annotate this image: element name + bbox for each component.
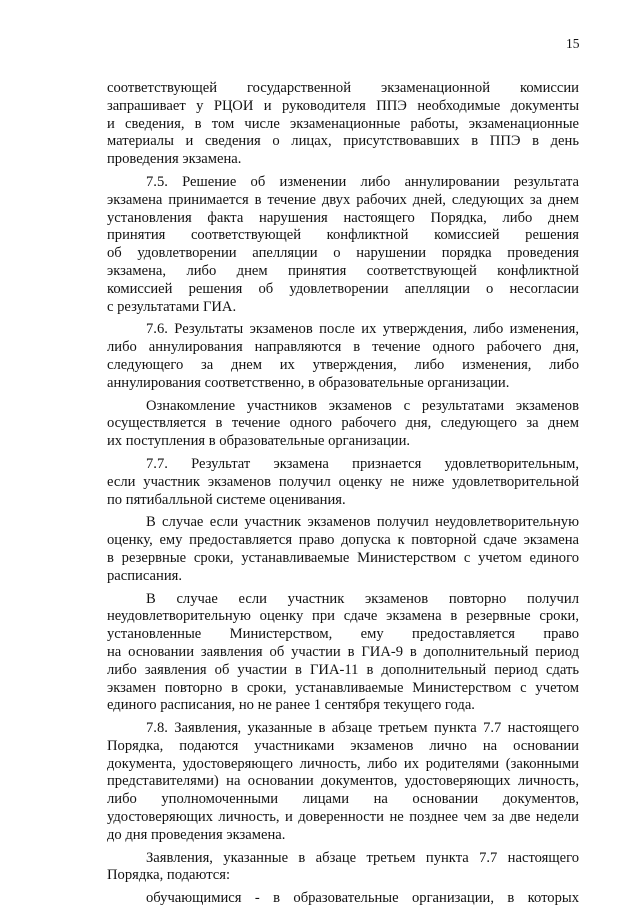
- text-line: экзамена, либо днем принятия соответствующей конфликтной: [107, 262, 579, 279]
- text-line: либо заявления об участии в ГИА-11 в дополнительный период сдать: [107, 661, 579, 678]
- text-line: до дня проведения экзамена.: [107, 826, 286, 843]
- paragraph: [107, 80, 579, 169]
- document-body: [107, 80, 579, 908]
- text-line: либо аннулирования направляются в течение одного рабочего дня,: [107, 339, 579, 356]
- paragraph: [107, 890, 579, 908]
- text-line: осуществляется в течение одного рабочего дня, следующего за днем: [107, 415, 579, 432]
- text-line: принятия соответствующей конфликтной комиссией решения: [107, 227, 579, 244]
- text-line: и сведения, в том числе экзаменационные работы, экзаменационные: [107, 115, 579, 132]
- text-line: представителями) на основании документов, удостоверяющих личность,: [107, 773, 579, 790]
- text-line: соответствующей государственной экзаменационной комиссии: [107, 80, 579, 96]
- text-line: установления факта нарушения настоящего Порядка, либо днем: [107, 209, 579, 226]
- text-line: по пятибалльной системе оценивания.: [107, 491, 346, 508]
- text-line: следующего за днем их утверждения, либо изменения, либо: [107, 356, 579, 373]
- text-line: экзамен повторно в сроки, устанавливаемые Министерством с учетом: [107, 679, 579, 696]
- text-line: материалы и сведения о лицах, присутствовавших в ППЭ в день: [107, 133, 579, 150]
- text-line: расписания.: [107, 567, 182, 584]
- text-line: В случае если участник экзаменов повторно получил: [146, 590, 579, 607]
- text-line: оценку, ему предоставляется право допуска к повторной сдаче экзамена: [107, 532, 579, 549]
- text-line: аннулирования соответственно, в образовательные организации.: [107, 374, 510, 391]
- text-line: с результатами ГИА.: [107, 298, 237, 315]
- text-line: установленные Министерством, ему предоставляется право: [107, 626, 579, 643]
- text-line: если участник экзаменов получил оценку не ниже удовлетворительной: [107, 473, 579, 490]
- text-line: обучающимися - в образовательные организации, в которых: [146, 890, 579, 907]
- paragraph: [107, 720, 579, 845]
- text-line: об удовлетворении апелляции о нарушении порядка проведения: [107, 245, 579, 262]
- text-line: запрашивает у РЦОИ и руководителя ППЭ необходимые документы: [107, 97, 579, 114]
- paragraph: [107, 456, 579, 509]
- text-line: либо уполномоченными лицами на основании документов,: [107, 791, 579, 808]
- text-line: их поступления в образовательные организации.: [107, 433, 411, 450]
- paragraph: [107, 398, 579, 451]
- paragraph: [107, 514, 579, 585]
- paragraph: [107, 850, 579, 886]
- text-line: 7.8. Заявления, указанные в абзаце третьем пункта 7.7 настоящего: [146, 720, 579, 737]
- paragraph: [107, 321, 579, 392]
- text-line: 7.6. Результаты экзаменов после их утверждения, либо изменения,: [146, 321, 579, 338]
- text-line: единого расписания, но не ранее 1 сентября текущего года.: [107, 697, 475, 714]
- text-line: Порядка, подаются участниками экзаменов лично на основании: [107, 737, 579, 754]
- text-line: удостоверяющих личность, и доверенности не позднее чем за две недели: [107, 809, 579, 826]
- text-line: Ознакомление участников экзаменов с результатами экзаменов: [146, 397, 579, 414]
- text-line: неудовлетворительную оценку при сдаче экзамена в резервные сроки,: [107, 608, 579, 625]
- text-line: на основании заявления об участии в ГИА-9 в дополнительный период: [107, 643, 579, 660]
- text-line: Порядка, подаются:: [107, 867, 231, 884]
- paragraph: [107, 174, 579, 316]
- text-line: 7.7. Результат экзамена признается удовлетворительным,: [146, 455, 579, 472]
- text-line: комиссией решения об удовлетворении апелляции о несогласии: [107, 280, 579, 297]
- page-number: 15: [566, 36, 580, 51]
- text-line: 7.5. Решение об изменении либо аннулировании результата: [146, 173, 579, 190]
- paragraph: [107, 591, 579, 716]
- text-line: в резервные сроки, устанавливаемые Министерством с учетом единого: [107, 549, 579, 566]
- text-line: экзамена принимается в течение двух рабочих дней, следующих за днем: [107, 191, 579, 208]
- text-line: проведения экзамена.: [107, 151, 242, 168]
- text-line: Заявления, указанные в абзаце третьем пункта 7.7 настоящего: [146, 849, 579, 866]
- text-line: В случае если участник экзаменов получил неудовлетворительную: [146, 514, 579, 531]
- text-line: документа, удостоверяющего личность, либо их родителями (законными: [107, 755, 579, 772]
